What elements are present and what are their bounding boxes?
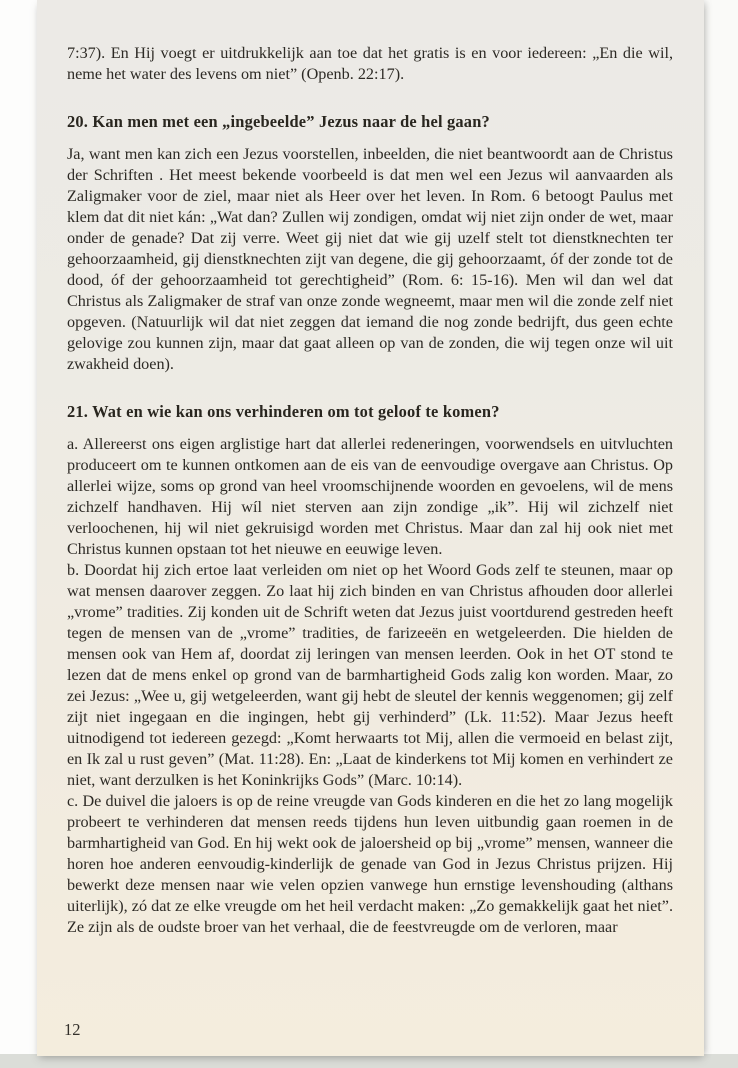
backdrop-right xyxy=(704,0,738,1054)
page-number: 12 xyxy=(64,1020,81,1039)
paragraph-answer-21c: c. De duivel die jaloers is op de reine vreugde van Gods kinderen en die het zo lang mogelijk probeert te verhinderen dat mensen reeds tijdens hun leven uitbundig gaan roemen in de barmhartigheid van God. En hij wekt ook de jaloersheid op bij „vrome” mensen, wanneer die horen hoe anderen eenvoudig-kinderlijk de genade van God in Jezus Christus prijzen. Hij bewerkt deze mensen naar wie velen opzien vanwege hun ernstige levenshouding (althans uiterlijk), zó dat ze elke vreugde om het heil verdacht maken: „Zo gemakkelijk gaat het niet”. Ze zijn als de oudste broer van het verhaal, die de feestvreugde om de verloren, maar xyxy=(67,792,673,936)
book-page xyxy=(37,0,704,1056)
backdrop-bottom xyxy=(0,1054,738,1068)
page-content xyxy=(67,0,673,938)
section-heading-question-20: 20. Kan men met een „ingebeelde” Jezus naar de hel gaan? xyxy=(67,112,490,131)
paragraph-answer-21a: a. Allereerst ons eigen arglistige hart dat allerlei redeneringen, voorwendsels en uitvluchten produceert om te kunnen ontkomen aan de eis van de eenvoudige overgave aan Christus. Op allerlei wijze, soms op grond van heel vroomschijnende woorden en gevoelens, wil de mens zichzelf handhaven. Hij wíl niet sterven aan zijn zondige „ik”. Hij wil zichzelf niet verloochenen, hij wil niet gekruisigd worden met Christus. Maar dan zal hij ook niet met Christus kunnen opstaan tot het nieuwe en eeuwige leven. xyxy=(67,435,673,558)
section-heading-question-21: 21. Wat en wie kan ons verhinderen om tot geloof te komen? xyxy=(67,402,500,421)
paragraph-answer-21b: b. Doordat hij zich ertoe laat verleiden om niet op het Woord Gods zelf te steunen, maar op wat mensen daarover zeggen. Zo laat hij zich binden en van Christus afhouden door allerlei „vrome” tradities. Zij konden uit de Schrift weten dat Jezus juist voortdurend gestreden heeft tegen de mensen van de „vrome” tradities, de farizeeën en wetgeleerden. Die hielden de mensen ook van Hem af, doordat zij leringen van mensen leerden. Ook in het OT stond te lezen dat de mens enkel op grond van de barmhartigheid Gods zalig kon worden. Maar, zo zei Jezus: „Wee u, gij wetgeleerden, want gij hebt de sleutel der kennis weggenomen; gij zelf zijt niet ingegaan en die ingingen, hebt gij verhinderd” (Lk. 11:52). Maar Jezus heeft uitnodigend tot iedereen gezegd: „Komt herwaarts tot Mij, allen die vermoeid en belast zijt, en Ik zal u rust geven” (Mat. 11:28). En: „Laat de kinderkens tot Mij komen en verhindert ze niet, want derzulken is het Koninkrijks Gods” (Marc. 10:14). xyxy=(67,561,673,789)
paragraph-answer-20: Ja, want men kan zich een Jezus voorstellen, inbeelden, die niet beantwoordt aan de Christus der Schriften . Het meest bekende voorbeeld is dat men wel een Jezus wil aanvaarden als Zaligmaker voor de ziel, maar niet als Heer over het leven. In Rom. 6 betoogt Paulus met klem dat dit niet kán: „Wat dan? Zullen wij zondigen, omdat wij niet zijn onder de wet, maar onder de genade? Dat zij verre. Weet gij niet dat wie gij uzelf stelt tot dienstknechten ter gehoorzaamheid, gij dienstknechten zijt van degene, die gij gehoorzaamt, óf der zonde tot de dood, óf der gehoorzaamheid tot gerechtigheid” (Rom. 6: 15-16). Men wil dan wel dat Christus als Zaligmaker de straf van onze zonde wegneemt, maar men wil die zonde zelf niet opgeven. (Natuurlijk wil dat niet zeggen dat iemand die nog zonde bedrijft, dus geen echte gelovige zou kunnen zijn, maar dat gaat alleen op van de zonden, die wij tegen onze wil uit zwakheid doen). xyxy=(67,145,673,373)
paragraph-continued-from-previous-page: 7:37). En Hij voegt er uitdrukkelijk aan toe dat het gratis is en voor iedereen: „En die wil, neme het water des levens om niet” (Openb. 22:17). xyxy=(67,44,673,83)
